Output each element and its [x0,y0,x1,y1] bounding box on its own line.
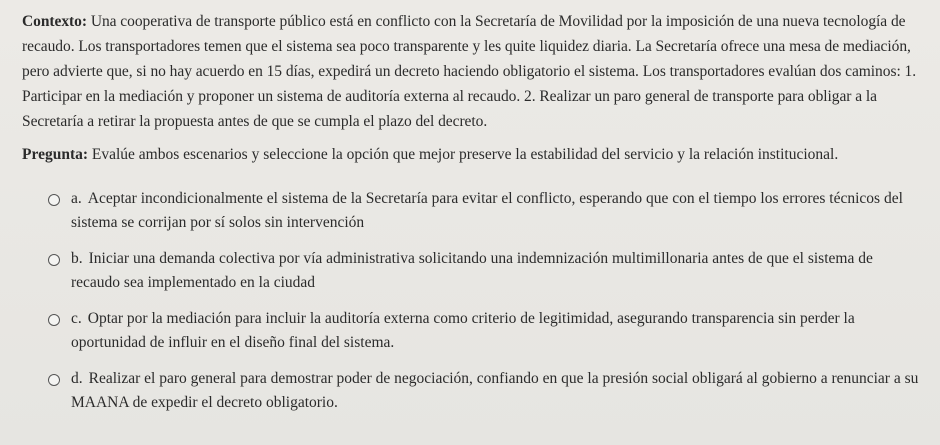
option-b[interactable] [48,247,922,295]
option-d[interactable] [48,367,922,415]
radio-button-d[interactable] [48,374,60,386]
option-d-body [71,367,922,415]
context-text: Una cooperativa de transporte público está en conflicto con la Secretaría de Movilidad por la imposición de una nueva tecnología de recaudo. Los transportadores temen que el sistema sea poco transparente y les quite liquidez diaria. La Secretaría ofrece una mesa de mediación, pero advierte que, si no hay acuerdo en 15 días, expedirá un decreto haciendo obligatorio el sistema. Los transportadores evalúan dos caminos: 1. Participar en la mediación y proponer un sistema de auditoría externa al recaudo. 2. Realizar un paro general de transporte para obligar a la Secretaría a retirar la propuesta antes de que se cumpla el plazo del decreto. [22,13,917,130]
question-paragraph [22,142,922,167]
option-a-text: Aceptar incondicionalmente el sistema de la Secretaría para evitar el conflicto, esperando que con el tiempo los errores técnicos del sistema se corrijan por sí solos sin intervención [71,190,903,231]
option-c-letter: c. [71,310,82,327]
context-label: Contexto: [22,13,87,30]
answer-options [22,187,922,415]
context-paragraph [22,9,922,134]
option-a[interactable] [48,187,922,235]
option-d-text: Realizar el paro general para demostrar poder de negociación, confiando en que la presión social obligará al gobierno a renunciar a su MAANA de expedir el decreto obligatorio. [71,370,919,411]
option-a-letter: a. [71,190,82,207]
option-b-body [71,247,922,295]
option-d-letter: d. [71,370,83,387]
radio-button-a[interactable] [48,194,60,206]
radio-button-c[interactable] [48,314,60,326]
option-c-body [71,307,922,355]
question-text: Evalúe ambos escenarios y seleccione la opción que mejor preserve la estabilidad del servicio y la relación institucional. [91,146,839,163]
option-b-text: Iniciar una demanda colectiva por vía administrativa solicitando una indemnización multimillonaria antes de que el sistema de recaudo sea implementado en la ciudad [71,250,873,291]
option-b-letter: b. [71,250,83,267]
option-c[interactable] [48,307,922,355]
question-label: Pregunta: [22,146,89,163]
radio-button-b[interactable] [48,254,60,266]
option-a-body [71,187,922,235]
option-c-text: Optar por la mediación para incluir la auditoría externa como criterio de legitimidad, asegurando transparencia sin perder la oportunidad de influir en el diseño final del sistema. [71,310,855,351]
